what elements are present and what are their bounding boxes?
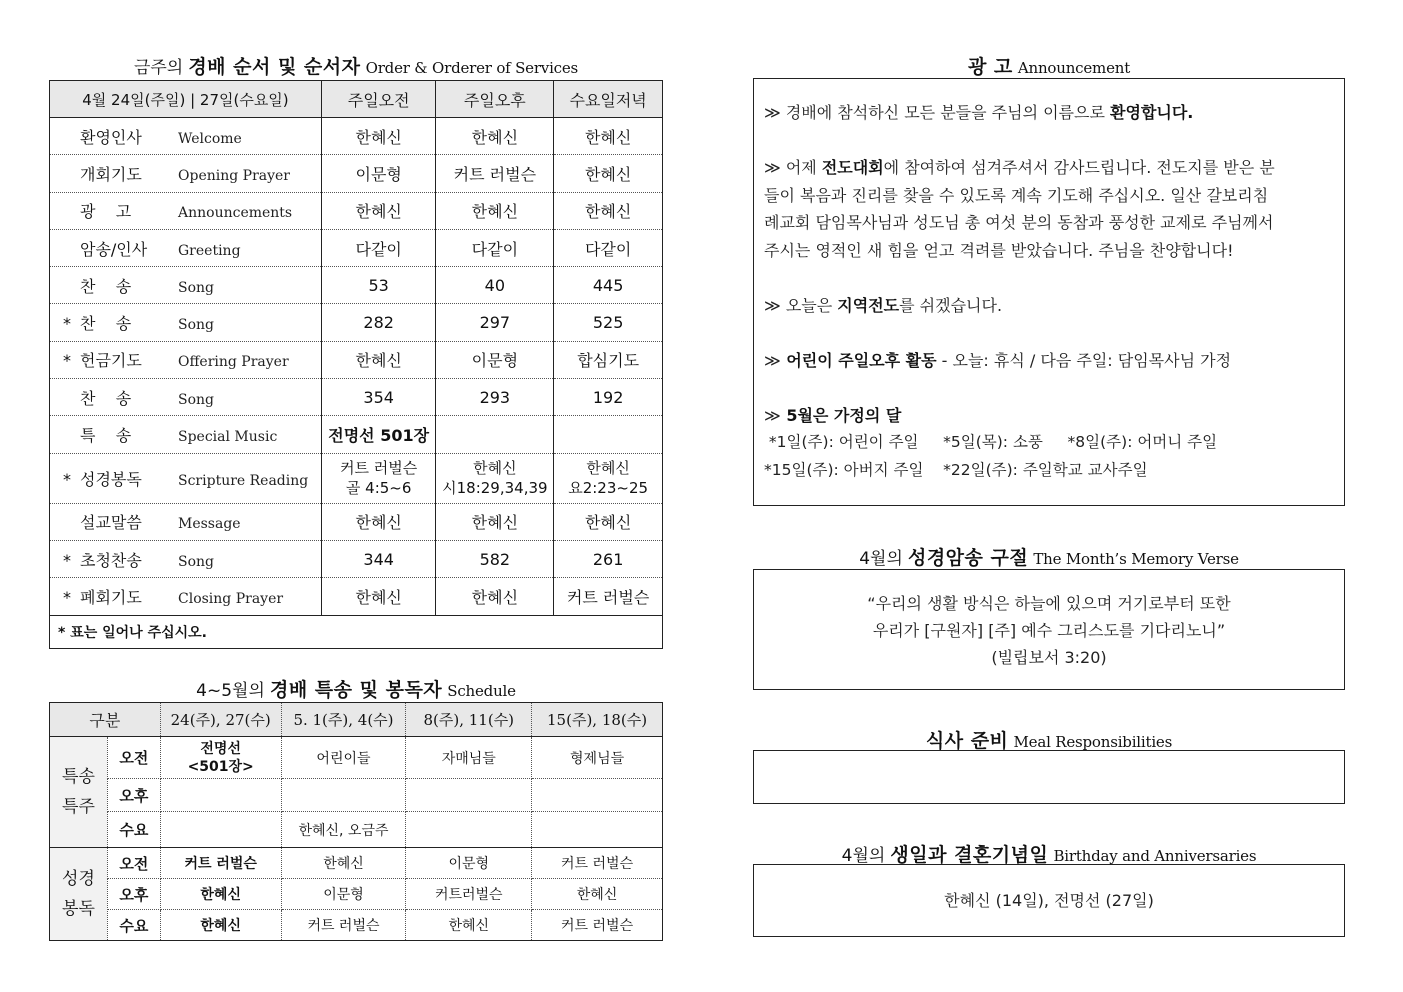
item-ko: 개회기도 [80,164,142,184]
order-section-title [49,52,663,79]
item-ko: 암송/인사 [80,239,148,259]
birthday-content: 한혜신 (14일), 전명선 (27일) [944,891,1154,910]
text: 주시는 영적인 새 힘을 얻고 격려를 받았습니다. 주님을 찬양합니다! [764,240,1234,260]
text-bold: 전도대회 [821,158,884,177]
text: 어제 [780,158,822,177]
item-en: Closing Prayer [178,590,284,607]
table-row [50,416,663,453]
cell: 한혜신 [281,848,406,879]
cell: 한혜신 [554,503,663,540]
group-label: 봉독 [62,899,95,919]
item-cell [50,155,322,192]
item-cell [50,416,322,453]
cell [160,779,281,812]
verse-section-title [753,543,1345,570]
birthday-section-title [753,840,1345,867]
header-week: 15(주), 18(수) [532,703,663,737]
cell [160,737,281,779]
title-main: 식사 준비 [925,730,1009,752]
group-special-music [50,737,108,848]
text: 들이 복음과 진리를 찾을 수 있도록 계속 기도해 주십시오. 일산 갈보리침 [764,185,1269,205]
cell: 한혜신 [321,341,436,378]
item-ko: 특 송 [80,426,132,446]
title-english: Birthday and Anniversaries [1053,847,1257,865]
meal-section-title [753,726,1345,753]
table-header-row [50,703,663,737]
item-en: Message [178,516,241,533]
cell [160,812,281,848]
table-row [50,779,663,812]
table-row [50,910,663,941]
item-ko: 헌금기도 [80,351,142,371]
item-ko: 폐회기도 [80,587,142,607]
performer: 전명선 [200,740,241,757]
text-bold: 지역전도 [837,295,900,315]
cell: 커트 러벌슨 [436,155,554,192]
cell: 293 [436,379,554,416]
stand-marker: * [63,587,71,607]
header-category: 구분 [50,703,161,737]
stand-note: * 표는 일어나 주십시오. [50,615,663,648]
item-en: Song [178,317,214,334]
item-en: Opening Prayer [178,167,290,184]
cell: 한혜신 [321,503,436,540]
cell: 192 [554,379,663,416]
cell: 282 [321,304,436,341]
item-cell [50,341,322,378]
item-cell [50,578,322,615]
cell: 커트 러벌슨 [554,578,663,615]
cell: 445 [554,267,663,304]
cell: 이문형 [406,848,532,879]
scripture-ref: 요2:23~25 [568,479,649,498]
item-ko: 설교말씀 [80,513,142,533]
cell [406,812,532,848]
item-en: Song [178,279,214,296]
text: 를 쉬겠습니다. [899,295,1003,315]
sub-label: 오후 [107,879,160,910]
cell: 이문형 [281,879,406,910]
table-row [50,848,663,879]
table-row [50,879,663,910]
item-ko: 찬 송 [80,276,132,296]
announcement-box [753,78,1345,506]
cell: 한혜신 [554,192,663,229]
cell: 한혜신 [436,118,554,155]
item-en: Song [178,391,214,408]
announcement-local-evangelism [764,292,1336,320]
cell: 합심기도 [554,341,663,378]
title-prefix: 금주의 [133,58,184,78]
item-cell [50,192,322,229]
announcement-section-title [753,52,1345,79]
bullet-icon: ≫ [764,405,781,425]
sub-label: 수요 [107,812,160,848]
cell [436,416,554,453]
cell: 커트러벌슨 [406,879,532,910]
item-en: Special Music [178,429,278,446]
cell: 297 [436,304,554,341]
title-main: 성경암송 구절 [907,547,1029,569]
bullet-icon: ≫ [764,295,781,315]
item-en: Offering Prayer [178,354,289,371]
header-sunday-afternoon: 주일오후 [436,81,554,118]
cell: 한혜신 [436,192,554,229]
cell: 40 [436,267,554,304]
title-main: 경배 특송 및 봉독자 [269,679,443,701]
title-main: 경배 순서 및 순서자 [188,56,361,78]
title-main: 광 고 [967,56,1013,78]
cell: 한혜신 [321,118,436,155]
announcement-welcome [764,99,1336,127]
cell: 커트 러벌슨 [281,910,406,941]
text: 경배에 참석하신 모든 분들을 주님의 이름으로 [780,103,1111,122]
reader: 한혜신 [473,459,517,478]
cell: 한혜신 [532,879,663,910]
group-label: 특송 [62,767,95,787]
cell: 53 [321,267,436,304]
cell: 커트 러벌슨 [532,848,663,879]
cell: 다같이 [554,229,663,266]
item-cell [50,453,322,503]
cell: 커트 러벌슨 [532,910,663,941]
title-english: Schedule [447,682,516,700]
table-row [50,812,663,848]
cell: 한혜신 [321,578,436,615]
table-row [50,192,663,229]
verse-reference: (빌립보서 3:20) [991,648,1107,667]
item-en: Scripture Reading [178,472,309,489]
cell: 다같이 [436,229,554,266]
text: 오늘은 [780,295,838,315]
scripture-ref: 골 4:5~6 [345,479,412,498]
table-row [50,304,663,341]
stand-marker: * [63,314,71,334]
hymn-number: <501장> [187,758,254,775]
cell: 자매님들 [406,737,532,779]
announcement-family-month [764,402,1336,430]
header-week: 5. 1(주), 4(수) [281,703,406,737]
item-ko: 찬 송 [80,314,132,334]
title-prefix: 4월의 [841,846,886,866]
cell: 한혜신 [406,910,532,941]
cell [281,779,406,812]
note-row [50,615,663,648]
cell [554,416,663,453]
table-row [50,341,663,378]
item-cell [50,379,322,416]
cell: 354 [321,379,436,416]
table-row [50,379,663,416]
text-bold: 환영합니다. [1110,103,1194,122]
table-row [50,229,663,266]
item-cell [50,229,322,266]
table-row [50,503,663,540]
cell: 344 [321,540,436,577]
reader: 한혜신 [586,459,630,478]
item-ko: 찬 송 [80,388,132,408]
table-row [50,540,663,577]
scripture-ref: 시18:29,34,39 [442,479,548,498]
title-english: The Month’s Memory Verse [1033,550,1239,568]
item-ko: 광 고 [80,202,132,222]
cell: 전명선 501장 [321,416,436,453]
order-of-service-table [49,80,663,649]
cell: 커트 러벌슨 [160,848,281,879]
stand-marker: * [63,351,71,371]
item-cell [50,304,322,341]
announcement-evangelism [764,154,1336,264]
group-label: 성경 [62,869,95,889]
cell: 이문형 [321,155,436,192]
table-header-row [50,81,663,118]
cell: 한혜신 [160,879,281,910]
title-english: Announcement [1017,59,1131,77]
sub-label: 수요 [107,910,160,941]
bullet-icon: ≫ [764,350,781,370]
cell: 한혜신 [160,910,281,941]
announcement-children-activity [764,347,1336,375]
cell [532,779,663,812]
cell [554,453,663,503]
meal-box [753,750,1345,804]
stand-marker: * [63,469,71,489]
cell: 다같이 [321,229,436,266]
item-en: Announcements [178,205,293,222]
table-row [50,267,663,304]
item-cell [50,503,322,540]
sub-label: 오전 [107,848,160,879]
cell: 한혜신 [554,155,663,192]
sub-label: 오전 [107,737,160,779]
cell: 한혜신 [554,118,663,155]
item-en: Song [178,553,214,570]
header-week: 24(주), 27(수) [160,703,281,737]
cell: 한혜신 [436,578,554,615]
item-ko: 환영인사 [80,127,142,147]
sub-label: 오후 [107,779,160,812]
text-bold: 5월은 가정의 달 [780,405,902,425]
header-date: 4월 24일(주일) | 27일(수요일) [50,81,322,118]
item-ko: 성경봉독 [80,469,142,489]
item-en: Welcome [178,130,242,147]
item-cell [50,540,322,577]
item-cell [50,267,322,304]
family-month-events-2: *15일(주): 아버지 주일 *22일(주): 주일학교 교사주일 [764,460,1148,479]
cell: 어린이들 [281,737,406,779]
title-prefix: 4월의 [859,549,903,569]
cell: 한혜신, 오금주 [281,812,406,848]
cell [321,453,436,503]
stand-marker: * [63,550,71,570]
title-prefix: 4~5월의 [196,681,265,701]
header-sunday-morning: 주일오전 [321,81,436,118]
table-row [50,453,663,503]
text: 례교회 담임목사님과 성도님 총 여섯 분의 동참과 풍성한 교제로 주님께서 [764,213,1274,232]
title-main: 생일과 결혼기념일 [890,844,1049,866]
cell: 525 [554,304,663,341]
cell: 582 [436,540,554,577]
schedule-section-title [49,675,663,702]
cell [532,812,663,848]
table-row [50,155,663,192]
cell: 이문형 [436,341,554,378]
item-ko: 초청찬송 [80,550,142,570]
group-label: 특주 [62,797,95,817]
table-row [50,578,663,615]
header-wednesday-evening: 수요일저녁 [554,81,663,118]
cell: 한혜신 [436,503,554,540]
group-scripture-reading [50,848,108,941]
item-cell [50,118,322,155]
text-bold: 어린이 주일오후 활동 [780,350,937,370]
cell [406,779,532,812]
text: - 오늘: 휴식 / 다음 주일: 담임목사님 가정 [936,350,1232,370]
reader: 커트 러벌슨 [340,459,418,478]
item-en: Greeting [178,242,241,259]
memory-verse-box [753,569,1345,690]
table-row [50,118,663,155]
bullet-icon: ≫ [764,103,781,122]
title-english: Meal Responsibilities [1013,733,1173,751]
cell [436,453,554,503]
title-english: Order & Orderer of Services [365,59,579,77]
schedule-table [49,702,663,941]
header-week: 8(주), 11(수) [406,703,532,737]
family-month-events-1: *1일(주): 어린이 주일 *5일(목): 소풍 *8일(주): 어머니 주일 [764,433,1218,451]
verse-line: 우리가 [구원자] [주] 예수 그리스도를 기다리노니” [872,621,1226,640]
birthday-box [753,864,1345,937]
cell: 261 [554,540,663,577]
text: 에 참여하여 섬겨주셔서 감사드립니다. 전도지를 받은 분 [883,158,1275,177]
verse-line: “우리의 생활 방식은 하늘에 있으며 거기로부터 또한 [867,594,1231,613]
table-row [50,737,663,779]
cell: 형제님들 [532,737,663,779]
bullet-icon: ≫ [764,158,781,177]
cell: 한혜신 [321,192,436,229]
